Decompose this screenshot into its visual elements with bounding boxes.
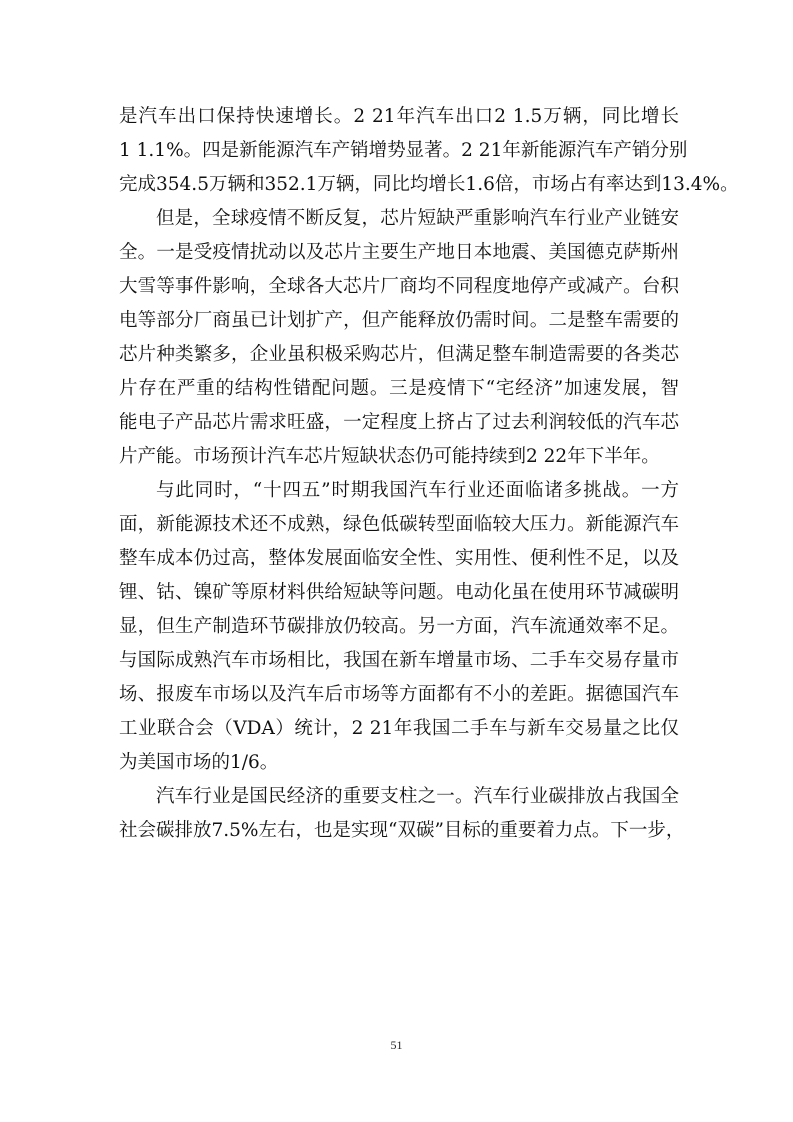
text-line: 汽车行业是国民经济的重要支柱之一。汽车行业碳排放占我国全: [156, 786, 679, 807]
text-line: 1 1.1%。四是新能源汽车产销增势显著。2 21年新能源汽车产销分别: [119, 140, 688, 161]
text-line: 为美国市场的1/6。: [119, 752, 279, 773]
text-line: 整车成本仍过高，整体发展面临安全性、实用性、便利性不足，以及: [119, 548, 679, 569]
text-line: 场、报废车市场以及汽车后市场等方面都有不小的差距。据德国汽车: [119, 684, 679, 705]
text-line: 面，新能源技术还不成熟，绿色低碳转型面临较大压力。新能源汽车: [119, 514, 679, 535]
body-text: [119, 100, 739, 848]
text-line: 芯片种类繁多，企业虽积极采购芯片，但满足整车制造需要的各类芯: [119, 344, 679, 365]
text-line: 社会碳排放7.5%左右，也是实现“双碳”目标的重要着力点。下一步，: [119, 820, 685, 841]
text-line: 与此同时，“十四五”时期我国汽车行业还面临诸多挑战。一方: [156, 480, 679, 501]
text-line: 完成354.5万辆和352.1万辆，同比均增长1.6倍，市场占有率达到13.4%。: [119, 174, 739, 195]
text-line: 大雪等事件影响，全球各大芯片厂商均不同程度地停产或减产。台积: [119, 276, 679, 297]
text-line: 与国际成熟汽车市场相比，我国在新车增量市场、二手车交易存量市: [119, 650, 679, 671]
text-line: 片产能。市场预计汽车芯片短缺状态仍可能持续到2 22年下半年。: [119, 446, 660, 467]
paragraph-3: [119, 474, 679, 780]
text-line: 锂、钴、镍矿等原材料供给短缺等问题。电动化虽在使用环节减碳明: [119, 582, 679, 603]
paragraph-4: [119, 780, 685, 848]
paragraph-2: [119, 202, 679, 474]
text-line: 片存在严重的结构性错配问题。三是疫情下“宅经济”加速发展，智: [119, 378, 679, 399]
text-line: 但是，全球疫情不断反复，芯片短缺严重影响汽车行业产业链安: [156, 208, 679, 229]
text-line: 是汽车出口保持快速增长。2 21年汽车出口2 1.5万辆，同比增长: [119, 106, 679, 127]
text-line: 全。一是受疫情扰动以及芯片主要生产地日本地震、美国德克萨斯州: [119, 242, 679, 263]
text-line: 电等部分厂商虽已计划扩产，但产能释放仍需时间。二是整车需要的: [119, 310, 679, 331]
text-line: 显，但生产制造环节碳排放仍较高。另一方面，汽车流通效率不足。: [119, 616, 679, 637]
page-number: 51: [390, 1038, 403, 1052]
text-line: 工业联合会（VDA）统计，2 21年我国二手车与新车交易量之比仅: [119, 718, 679, 739]
text-line: 能电子产品芯片需求旺盛，一定程度上挤占了过去利润较低的汽车芯: [119, 412, 679, 433]
paragraph-1: [119, 100, 739, 202]
